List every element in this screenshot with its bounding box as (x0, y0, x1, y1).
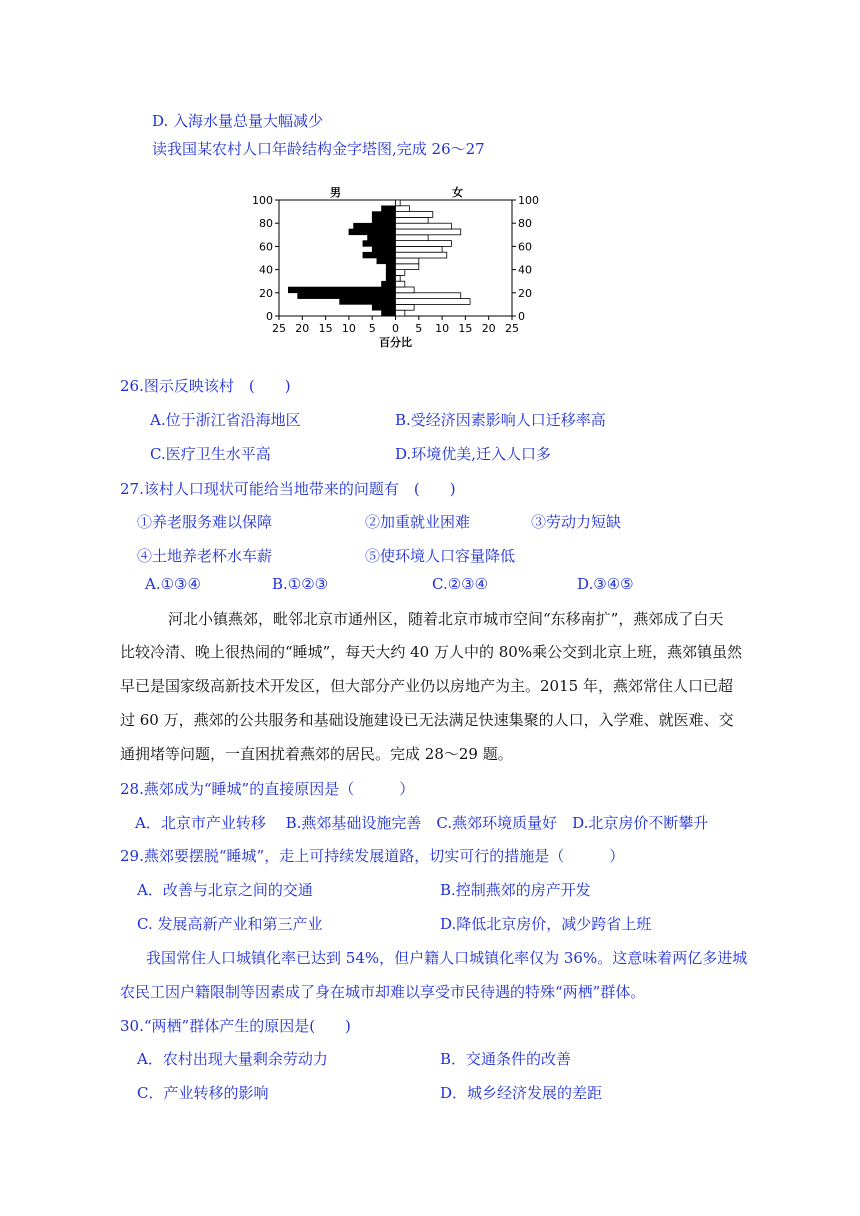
left-age-label: 80 (259, 217, 273, 231)
right-age-label: 40 (518, 263, 532, 277)
male-bar (386, 264, 395, 270)
male-bar (349, 229, 396, 235)
female-bar (396, 270, 405, 276)
female-bar (396, 241, 452, 247)
q30-option-c: C．产业转移的影响 (137, 1084, 269, 1102)
passage-28-29-line-5: 通拥堵等问题，一直困扰着燕郊的居民。完成 28～29 题。 (120, 745, 513, 763)
male-label: 男 (330, 186, 341, 199)
q27-item-1: ①养老服务难以保障 (137, 513, 273, 531)
female-bar (396, 217, 429, 223)
male-bar (340, 299, 396, 305)
male-bar (363, 241, 396, 247)
q27-option-c: C.②③④ (432, 575, 489, 593)
male-bar (363, 252, 396, 258)
female-bar (396, 212, 433, 218)
passage-30-line-1: 我国常住人口城镇化率已达到 54%，但户籍人口城镇化率仅为 36%。这意味着两亿多进城 (146, 949, 748, 967)
passage-28-29-line-4: 过 60 万，燕郊的公共服务和基础设施建设已无法满足快速集聚的人口，入学难、就医难、交 (120, 711, 734, 729)
q27-option-b: B.①②③ (272, 575, 329, 593)
female-bar (396, 246, 443, 252)
right-age-label: 80 (518, 217, 532, 231)
male-bar (368, 235, 396, 241)
q27-item-4: ④土地养老杯水车薪 (137, 547, 273, 565)
left-age-label: 100 (252, 194, 273, 207)
female-bar (396, 275, 401, 281)
right-age-label: 60 (518, 240, 532, 254)
q29-option-d: D.降低北京房价，减少跨省上班 (440, 915, 652, 933)
male-bar (288, 287, 395, 293)
female-bar (396, 206, 410, 212)
q26-option-d: D.环境优美,迁入人口多 (395, 445, 552, 463)
q30-option-d: D．城乡经济发展的差距 (440, 1084, 603, 1102)
male-bar (298, 293, 396, 299)
percent-tick-label: 25 (272, 322, 286, 335)
male-bar (382, 310, 396, 316)
male-bar (382, 281, 396, 287)
q27-option-d: D.③④⑤ (577, 575, 634, 593)
female-bar (396, 299, 471, 305)
male-bar (372, 304, 395, 310)
q28-options: A．北京市产业转移 B.燕郊基础设施完善 C.燕郊环境质量好 D.北京房价不断攀升 (135, 814, 709, 832)
female-bar (396, 304, 415, 310)
percent-axis-title: 百分比 (379, 336, 412, 349)
q30-option-a: A．农村出现大量剩余劳动力 (137, 1050, 328, 1068)
q29-option-c: C. 发展高新产业和第三产业 (137, 915, 323, 933)
female-bar (396, 281, 405, 287)
q27-stem: 27.该村人口现状可能给当地带来的问题有 ( ) (120, 480, 456, 498)
female-bar (396, 252, 447, 258)
female-bar (396, 287, 415, 293)
passage-28-29-line-2: 比较冷清、晚上很热闹的“睡城”，每天大约 40 万人中的 80%乘公交到北京上班，燕郊镇虽然 (120, 643, 743, 661)
population-pyramid-chart (252, 180, 539, 350)
female-bar (396, 264, 419, 270)
male-bar (386, 275, 395, 281)
left-age-label: 20 (259, 286, 273, 300)
female-bar (396, 200, 401, 206)
q28-stem: 28.燕郊成为“睡城”的直接原因是（ ） (120, 780, 415, 798)
q30-stem: 30.“两栖”群体产生的原因是( ) (120, 1017, 351, 1035)
percent-tick-label: 15 (318, 322, 333, 335)
q27-option-a: A.①③④ (145, 575, 201, 593)
q27-item-2: ②加重就业困难 (365, 513, 471, 531)
percent-tick-label: 15 (458, 322, 473, 335)
intro-26-27: 读我国某农村人口年龄结构金字塔图,完成 26～27 (152, 140, 485, 158)
q26-option-c: C.医疗卫生水平高 (150, 445, 271, 463)
right-age-label: 20 (518, 286, 532, 300)
female-bar (396, 293, 461, 299)
right-age-label: 0 (518, 310, 525, 323)
passage-30-line-2: 农民工因户籍限制等因素成了身在城市却难以享受市民待遇的特殊“两栖”群体。 (120, 983, 646, 1001)
left-age-label: 40 (259, 263, 273, 277)
q29-stem: 29.燕郊要摆脱“睡城”，走上可持续发展道路，切实可行的措施是（ ） (120, 847, 625, 865)
female-bar (396, 229, 461, 235)
percent-tick-label: 5 (415, 322, 423, 335)
male-bar (354, 223, 396, 229)
percent-tick-label: 0 (392, 322, 399, 335)
q26-option-a: A.位于浙江省沿海地区 (150, 411, 301, 429)
q26-stem: 26.图示反映该村 ( ) (120, 377, 291, 395)
q29-option-b: B.控制燕郊的房产开发 (440, 881, 591, 899)
female-bar (396, 223, 452, 229)
percent-tick-label: 25 (505, 322, 519, 335)
female-bar (396, 310, 405, 316)
right-age-label: 100 (518, 194, 539, 207)
female-bar (396, 235, 429, 241)
q25-option-d: D. 入海水量总量大幅减少 (152, 112, 324, 130)
percent-tick-label: 10 (341, 322, 356, 335)
q29-option-a: A．改善与北京之间的交通 (137, 881, 313, 899)
percent-tick-label: 20 (481, 322, 496, 335)
percent-tick-label: 5 (368, 322, 376, 335)
q30-option-b: B．交通条件的改善 (440, 1050, 572, 1068)
male-bar (382, 206, 396, 212)
q26-option-b: B.受经济因素影响人口迁移率高 (395, 411, 606, 429)
passage-28-29-line-1: 河北小镇燕郊，毗邻北京市通州区，随着北京市城市空间“东移南扩”，燕郊成了白天 (168, 610, 724, 628)
q27-item-3: ③劳动力短缺 (531, 513, 622, 531)
percent-tick-label: 10 (435, 322, 450, 335)
female-bar (396, 258, 419, 264)
male-bar (377, 258, 396, 264)
male-bar (372, 212, 395, 218)
male-bar (372, 217, 395, 223)
passage-28-29-line-3: 早已是国家级高新技术开发区，但大部分产业仍以房地产为主。2015 年，燕郊常住人口已超 (120, 677, 733, 695)
percent-tick-label: 20 (295, 322, 310, 335)
left-age-label: 60 (259, 240, 273, 254)
female-label: 女 (452, 186, 463, 199)
male-bar (372, 246, 395, 252)
left-age-label: 0 (266, 310, 273, 323)
q27-item-5: ⑤使环境人口容量降低 (365, 547, 516, 565)
male-bar (386, 270, 395, 276)
